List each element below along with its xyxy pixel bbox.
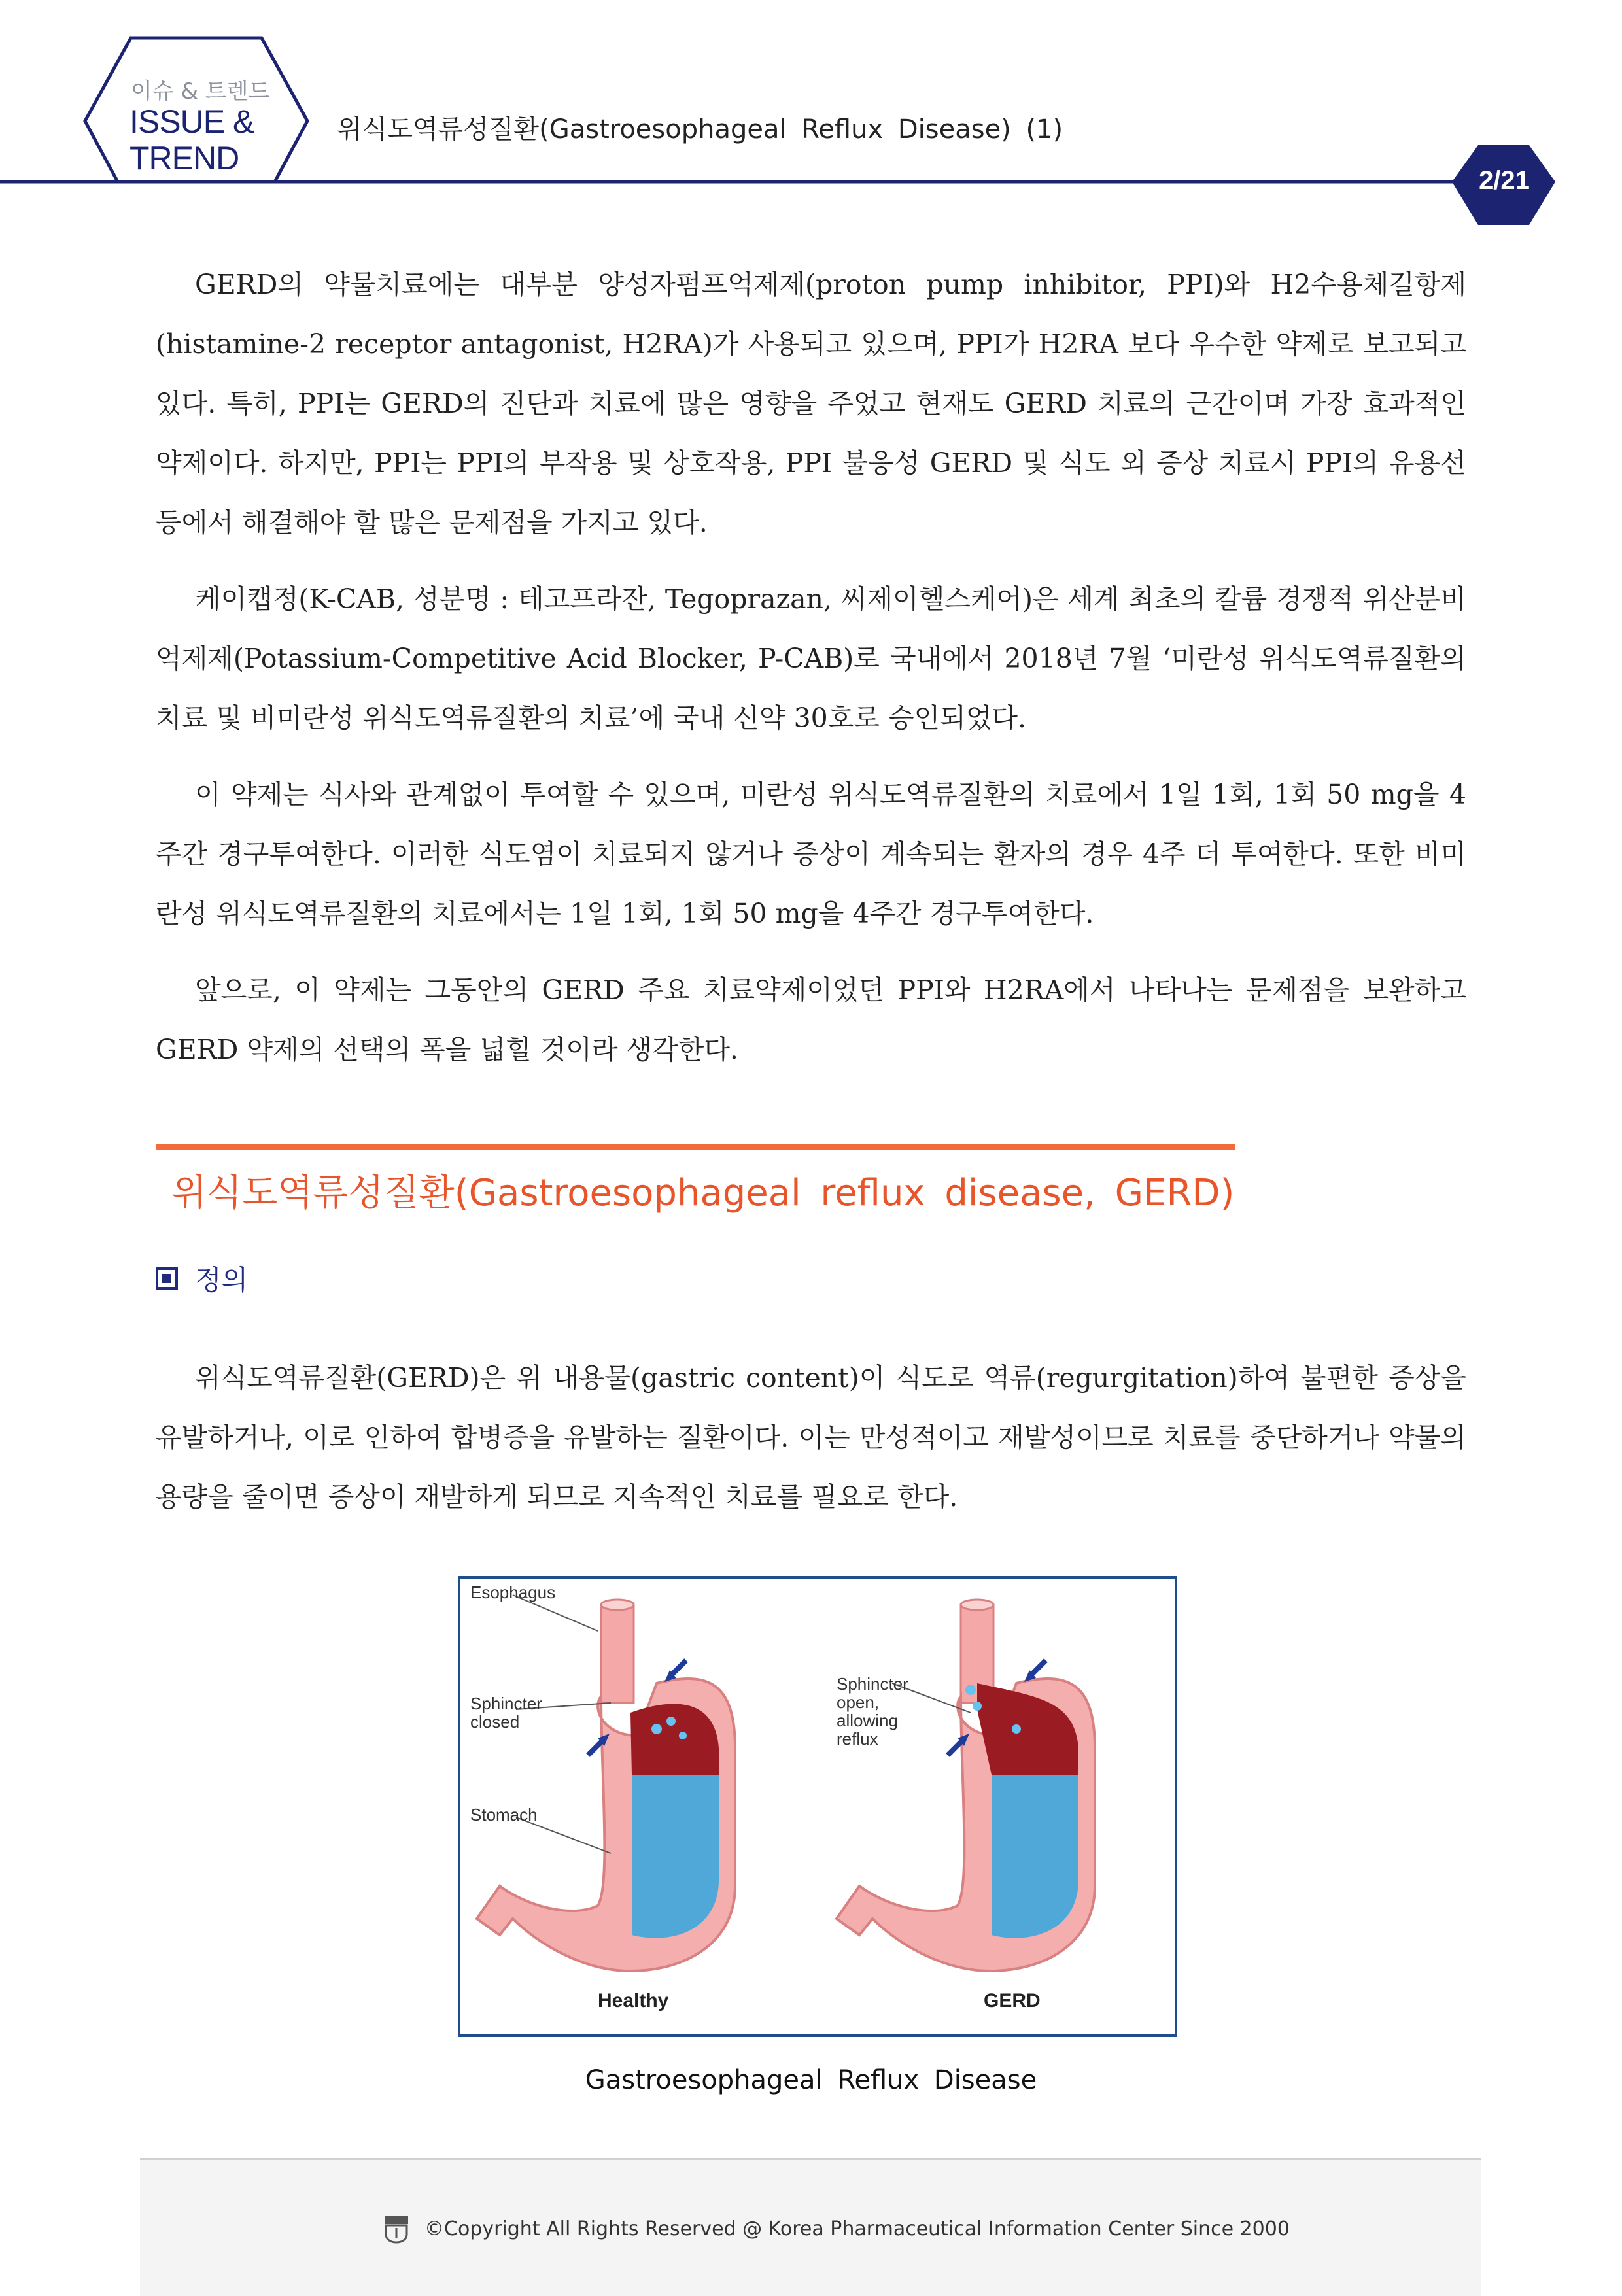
label-sphincter-closed: Sphincter [470, 1694, 542, 1713]
healthy-stomach [470, 1583, 735, 2012]
square-bullet-icon [156, 1267, 178, 1290]
section-rule [156, 1144, 1235, 1150]
label-esophagus: Esophagus [470, 1583, 556, 1602]
healthy-esophagus-opening [601, 1600, 634, 1610]
kpic-logo-icon [382, 2215, 411, 2244]
label-sphincter-open-3: allowing [837, 1711, 898, 1730]
label-sphincter-open: Sphincter [837, 1674, 908, 1694]
gerd-stomach [837, 1600, 1095, 2012]
gerd-esophagus-opening [961, 1600, 993, 1610]
paragraph: 이 약제는 식사와 관계없이 투여할 수 있으며, 미란성 위식도역류질환의 치료에서 1일 1회, 1회 50 mg을 4주간 경구투여한다. 이러한 식도염이 치료되지 않거나 증상이 계속되는 환자의 경우 4주 더 투여한다. 또한 비미란성 위식도역류질환의 치료에서는 1일 1회, 1회 50 mg을 4주간 경구투여한다. [156, 779, 1466, 929]
badge-title [129, 103, 254, 177]
section-title: 위식도역류성질환(Gastroesophageal reflux disease, GERD) [171, 1172, 1235, 1214]
healthy-gastric-fluid [632, 1775, 719, 1938]
figure-caption: Gastroesophageal Reflux Disease [585, 2065, 1037, 2095]
label-healthy: Healthy [598, 1990, 669, 2012]
badge-title-line2: TREND [129, 140, 239, 177]
label-gerd: GERD [984, 1990, 1041, 2012]
badge-subtitle: 이슈 & 트렌드 [131, 78, 270, 105]
gerd-gastric-fluid [992, 1775, 1078, 1938]
paragraph: 케이캡정(K-CAB, 성분명 : 테고프라잔, Tegoprazan, 씨제이헬스케어)은 세계 최초의 칼륨 경쟁적 위산분비억제제(Potassium-Competitive Acid Blocker, P-CAB)로 국내에서 2018년 7월 ‘미란성 위식도역류질환의 치료 및 비미란성 위식도역류질환의 치료’에 국내 신약 30호로 승인되었다. [156, 583, 1466, 734]
paragraph: GERD의 약물치료에는 대부분 양성자펌프억제제(proton pump inhibitor, PPI)와 H2수용체길항제(histamine-2 receptor antagonist, H2RA)가 사용되고 있으며, PPI가 H2RA 보다 우수한 약제로 보고되고 있다. 특히, PPI는 GERD의 진단과 치료에 많은 영향을 주었고 현재도 GERD 치료의 근간이며 가장 효과적인 약제이다. 하지만, PPI는 PPI의 부작용 및 상호작용, PPI 불응성 GERD 및 식도 외 증상 치료시 PPI의 유용선 등에서 해결해야 할 많은 문제점을 가지고 있다. [156, 269, 1466, 538]
gerd-illustration [458, 1576, 1177, 2037]
label-sphincter-open-4: reflux [837, 1729, 878, 1749]
paragraph: 위식도역류질환(GERD)은 위 내용물(gastric content)이 식도로 역류(regurgitation)하여 불편한 증상을 유발하거나, 이로 인하여 합병증을 유발하는 질환이다. 이는 만성적이고 재발성이므로 치료를 중단하거나 약물의 용량을 줄이면 증상이 재발하게 되므로 지속적인 치료를 필요로 한다. [156, 1362, 1466, 1513]
subheading-label: 정의 [195, 1264, 249, 1296]
healthy-esophagus-shape [601, 1605, 634, 1703]
label-sphincter-closed-2: closed [470, 1712, 520, 1732]
stomach-diagram [460, 1579, 1175, 2034]
label-sphincter-open-2: open, [837, 1692, 880, 1712]
intro-content [156, 255, 1466, 1080]
badge-title-line1: ISSUE & [129, 103, 254, 140]
page-header [0, 0, 1622, 235]
subheading-definition [156, 1259, 248, 1298]
label-stomach: Stomach [470, 1805, 538, 1825]
page-number: 2/21 [1479, 166, 1530, 195]
page-footer [140, 2158, 1481, 2296]
paragraph: 앞으로, 이 약제는 그동안의 GERD 주요 치료약제이었던 PPI와 H2RA에서 나타나는 문제점을 보완하고 GERD 약제의 선택의 폭을 넓힐 것이라 생각한다. [156, 974, 1466, 1065]
header-title: 위식도역류성질환(Gastroesophageal Reflux Disease) (1) [337, 114, 1063, 145]
copyright-text: ©Copyright All Rights Reserved @ Korea Pharmaceutical Information Center Since 2000 [424, 2218, 1290, 2240]
definition-content [156, 1348, 1466, 1527]
